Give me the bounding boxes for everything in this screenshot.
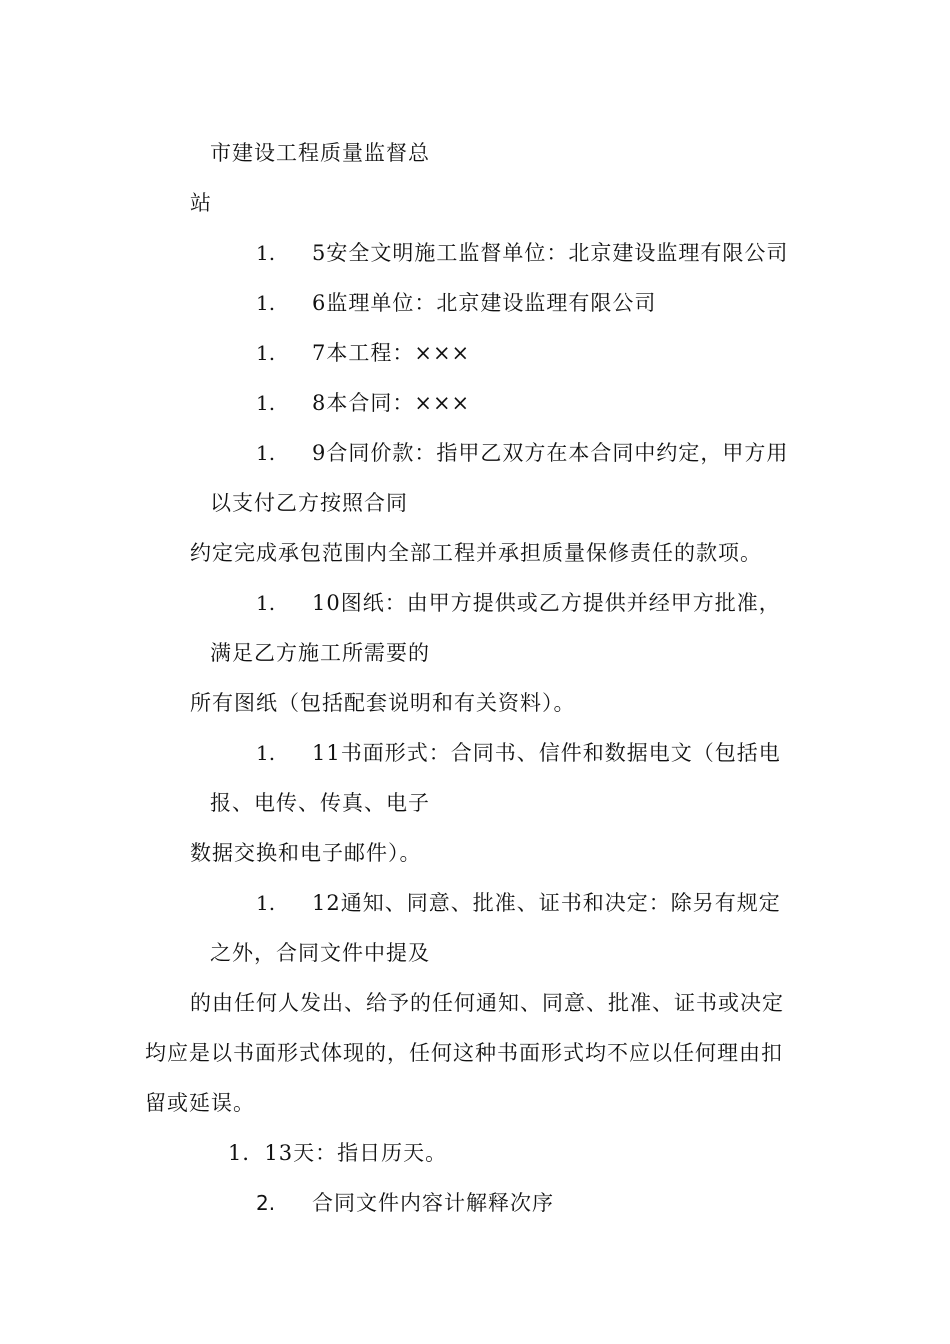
clause-number: 1. (256, 391, 276, 415)
clause-1-11-cont: 数据交换和电子邮件）。 (190, 841, 422, 865)
clause-number: 1. (256, 591, 276, 615)
clause-number: 1. (256, 441, 276, 465)
clause-1-6: 6监理单位：北京建设监理有限公司 (312, 291, 657, 315)
section-2-heading: 合同文件内容计解释次序 (312, 1191, 554, 1215)
clause-number: 1. (256, 891, 276, 915)
clause-1-12-cont: 均应是以书面形式体现的，任何这种书面形式均不应以任何理由扣 (145, 1041, 783, 1065)
clause-1-9: 9合同价款：指甲乙双方在本合同中约定，甲方用 (312, 441, 789, 465)
clause-1-9-cont: 以支付乙方按照合同 (210, 491, 408, 515)
clause-1-9-cont: 约定完成承包范围内全部工程并承担质量保修责任的款项。 (190, 541, 762, 565)
clause-number: 1. (256, 341, 276, 365)
clause-1-10-cont: 所有图纸（包括配套说明和有关资料）。 (190, 691, 576, 715)
clause-1-12: 12通知、同意、批准、证书和决定：除另有规定 (312, 891, 781, 915)
clause-1-12-cont: 的由任何人发出、给予的任何通知、同意、批准、证书或决定 (190, 991, 784, 1015)
clause-1-12-cont: 留或延误。 (145, 1091, 255, 1115)
line-1: 市建设工程质量监督总 (210, 141, 430, 165)
clause-1-7: 7本工程：××× (312, 341, 471, 365)
clause-1-8: 8本合同：××× (312, 391, 471, 415)
clause-1-11-cont: 报、电传、传真、电子 (210, 791, 430, 815)
section-number: 2. (256, 1191, 276, 1215)
clause-1-13: 1．13天：指日历天。 (228, 1141, 448, 1165)
clause-1-12-cont: 之外，合同文件中提及 (210, 941, 430, 965)
clause-1-11: 11书面形式：合同书、信件和数据电文（包括电 (312, 741, 781, 765)
clause-1-5: 5安全文明施工监督单位：北京建设监理有限公司 (312, 241, 789, 265)
clause-1-10-cont: 满足乙方施工所需要的 (210, 641, 430, 665)
clause-number: 1. (256, 291, 276, 315)
line-2: 站 (190, 191, 212, 215)
clause-1-10: 10图纸：由甲方提供或乙方提供并经甲方批准， (312, 591, 781, 615)
clause-number: 1. (256, 241, 276, 265)
clause-number: 1. (256, 741, 276, 765)
